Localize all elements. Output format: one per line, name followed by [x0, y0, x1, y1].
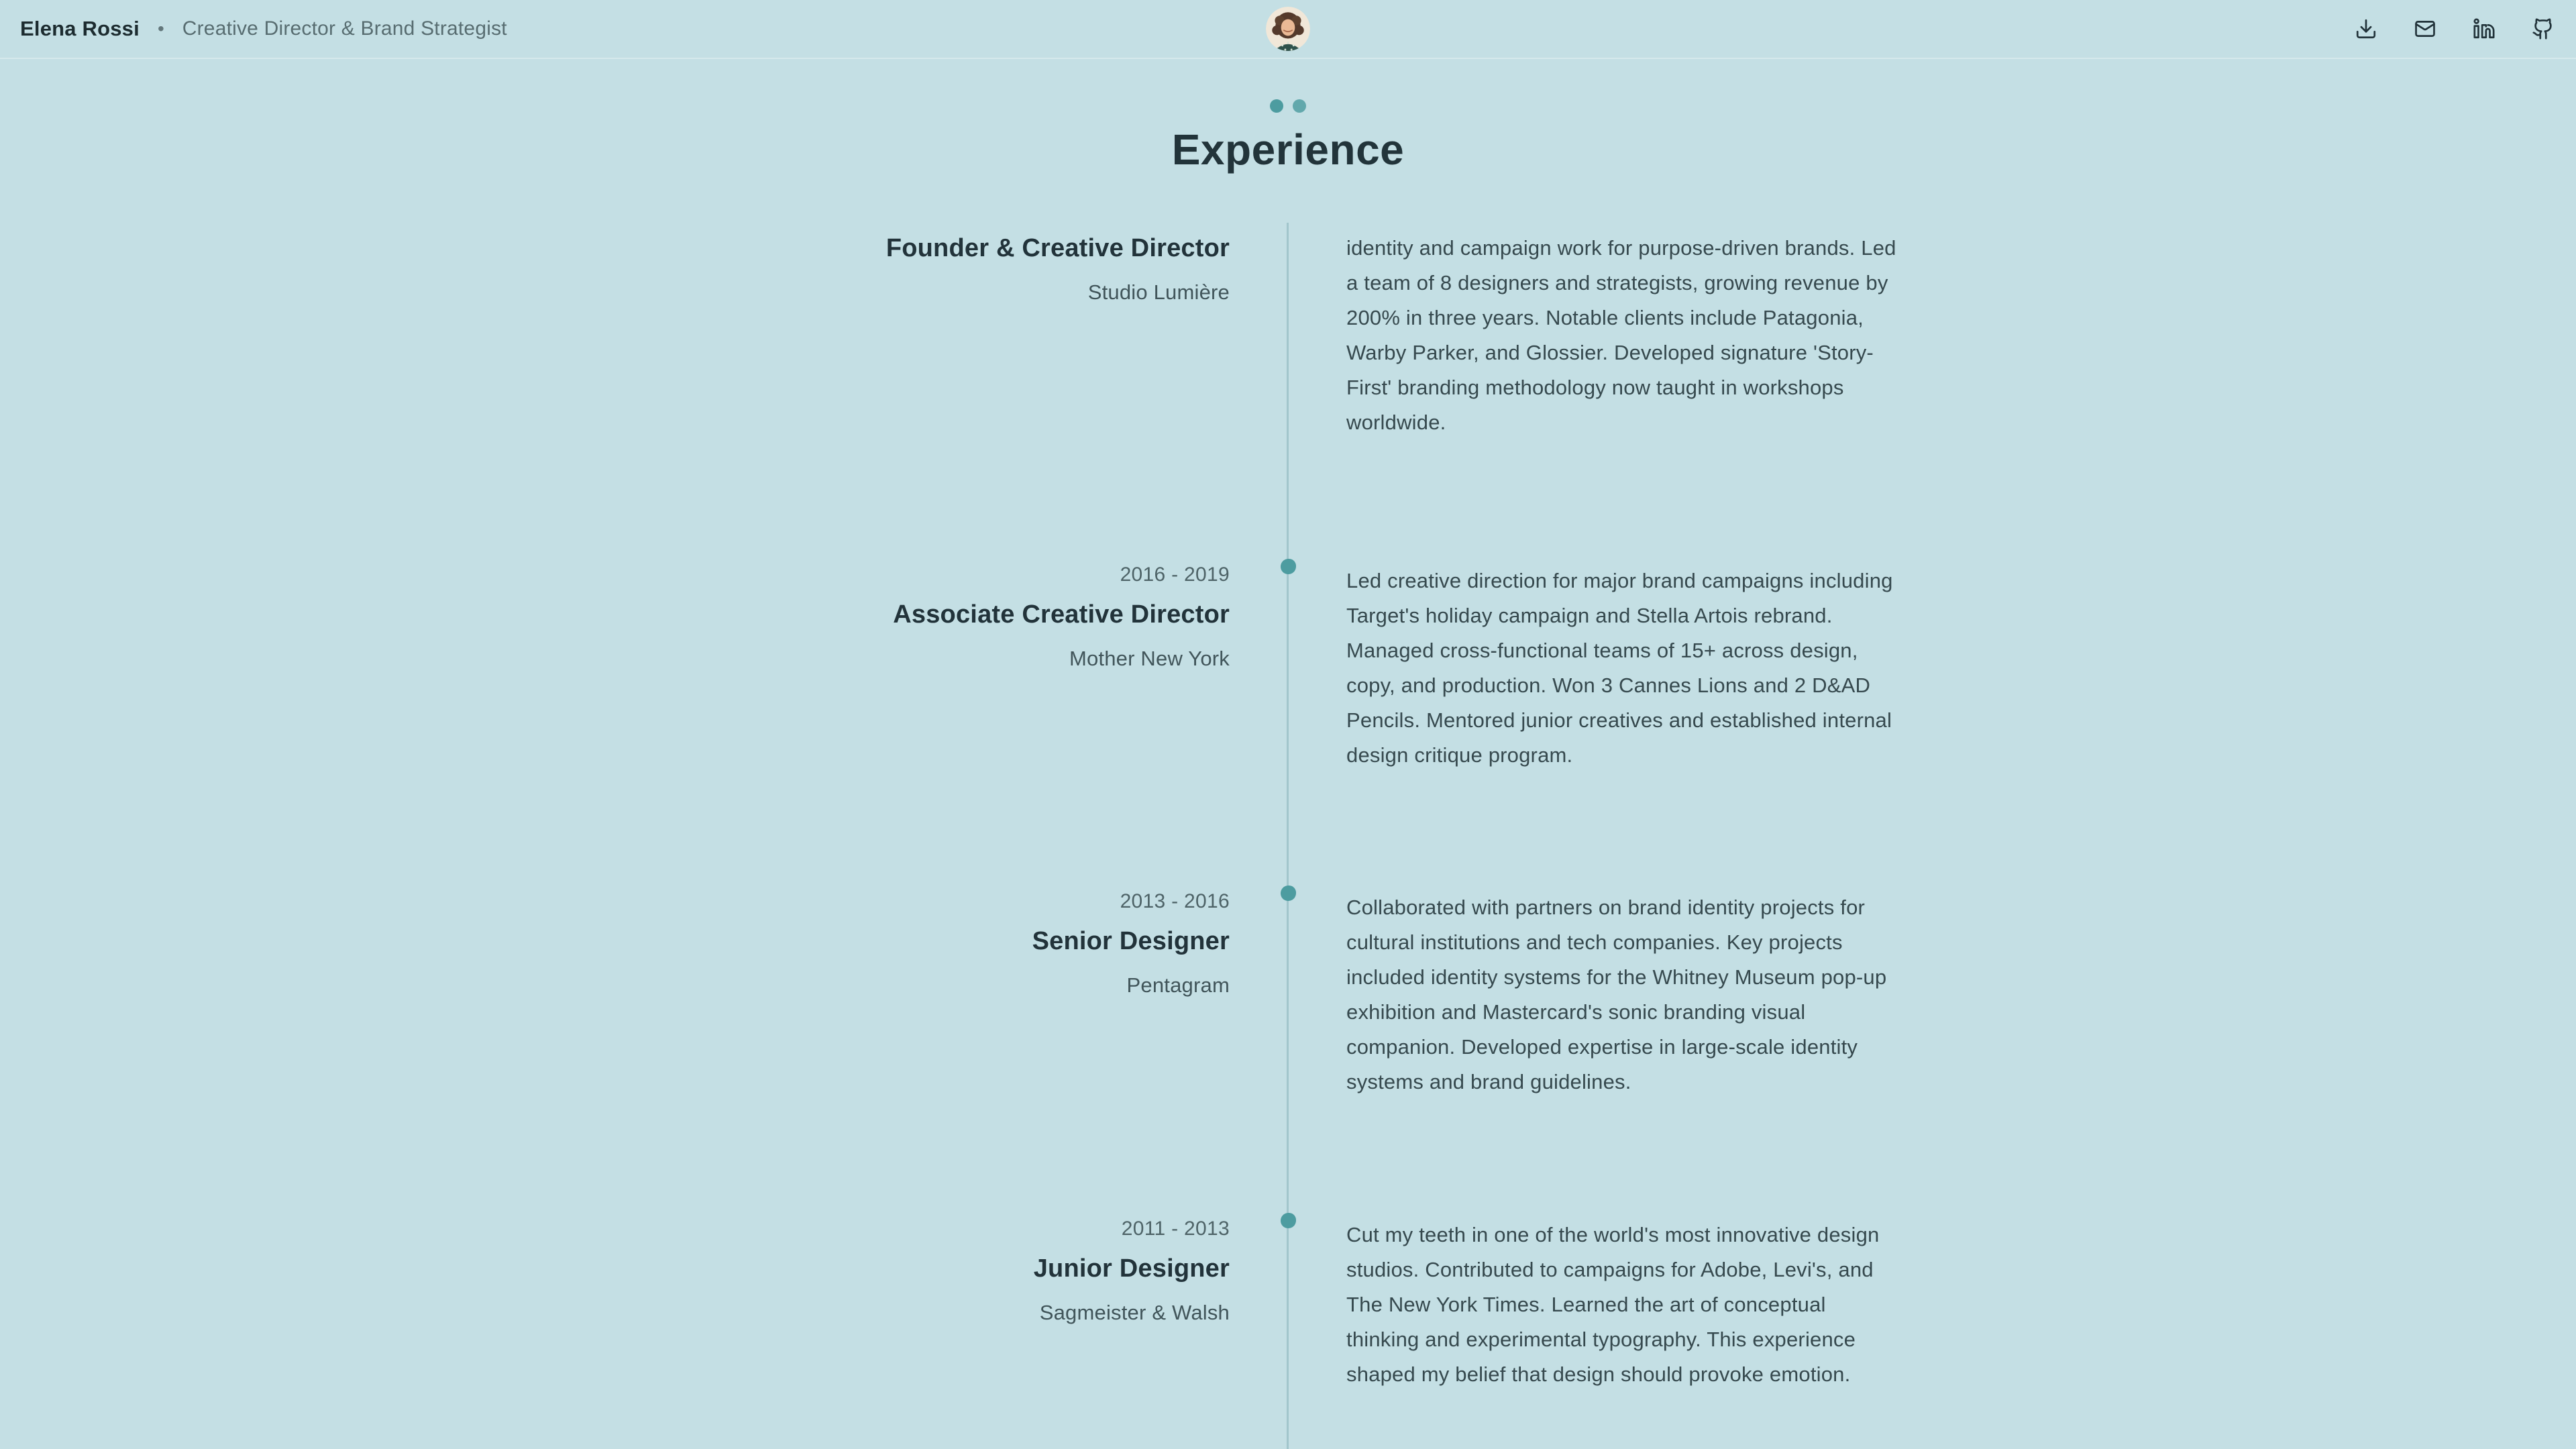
entry-description: identity and campaign work for purpose-driven brands. Led a team of 8 designers and strategists, growing revenue by 200% in three years. Notable clients include Patagonia, Warby Parker, and Glossier. Developed signature 'Story-First' branding methodology now taught in workshops worldwide.: [1346, 236, 1896, 434]
entry-description: Collaborated with partners on brand identity projects for cultural institutions and tech companies. Key projects included identity systems for the Whitney Museum pop-up exhibition and Mastercard's sonic branding visual companion. Developed expertise in large-scale identity systems and brand guidelines.: [1346, 896, 1887, 1093]
entry-company: Studio Lumière: [1087, 280, 1230, 304]
entry-job-title: Junior Designer: [1033, 1254, 1230, 1283]
github-icon: [2532, 17, 2555, 40]
entry-job-title: Senior Designer: [1032, 927, 1230, 955]
identity: [20, 17, 507, 41]
timeline-dot-icon: [1281, 1213, 1296, 1228]
header-bar: [0, 0, 2576, 59]
mail-button[interactable]: [2414, 17, 2436, 40]
person-role: Creative Director & Brand Strategist: [182, 17, 507, 40]
entry-meta: [586, 889, 1230, 999]
entry-dates: 2016 - 2019: [1120, 564, 1230, 586]
download-icon: [2355, 17, 2377, 40]
entry-job-title: Associate Creative Director: [893, 600, 1230, 629]
entry-meta: [586, 232, 1230, 306]
avatar: [1266, 7, 1310, 51]
entry-company: Sagmeister & Walsh: [1039, 1301, 1230, 1324]
entry-dates: 2013 - 2016: [1120, 890, 1230, 912]
linkedin-icon: [2473, 17, 2496, 40]
entry-company: Pentagram: [1126, 973, 1230, 997]
entry-meta: [586, 1216, 1230, 1326]
person-name: Elena Rossi: [20, 17, 140, 40]
timeline-dot-icon: [1281, 885, 1296, 901]
mail-icon: [2414, 17, 2436, 40]
timeline-dot-icon: [1281, 559, 1296, 574]
linkedin-button[interactable]: [2473, 17, 2496, 40]
header-actions: [2355, 17, 2556, 40]
entry-job-title: Founder & Creative Director: [885, 234, 1230, 262]
avatar-illustration: [1266, 7, 1310, 51]
entry-description: Cut my teeth in one of the world's most innovative design studios. Contributed to campaigns for Adobe, Levi's, and The New York Times. Learned the art of conceptual thinking and experimental typography. This experience shaped my belief that design should provoke emotion.: [1346, 1223, 1880, 1386]
entry-dates: 2011 - 2013: [1121, 1218, 1230, 1240]
separator-dot: •: [157, 18, 164, 39]
entry-company: Mother New York: [1069, 647, 1230, 670]
entry-description: Led creative direction for major brand campaigns including Target's holiday campaign and Stella Artois rebrand. Managed cross-functional teams of 15+ across design, copy, and production. Won 3 Cannes Lions and 2 D&AD Pencils. Mentored junior creatives and established internal design critique program.: [1346, 569, 1893, 767]
download-button[interactable]: [2355, 17, 2377, 40]
entry-meta: [586, 562, 1230, 672]
github-button[interactable]: [2532, 17, 2555, 40]
timeline-line: [1287, 223, 1289, 1449]
section-title: Experience: [1171, 125, 1405, 174]
